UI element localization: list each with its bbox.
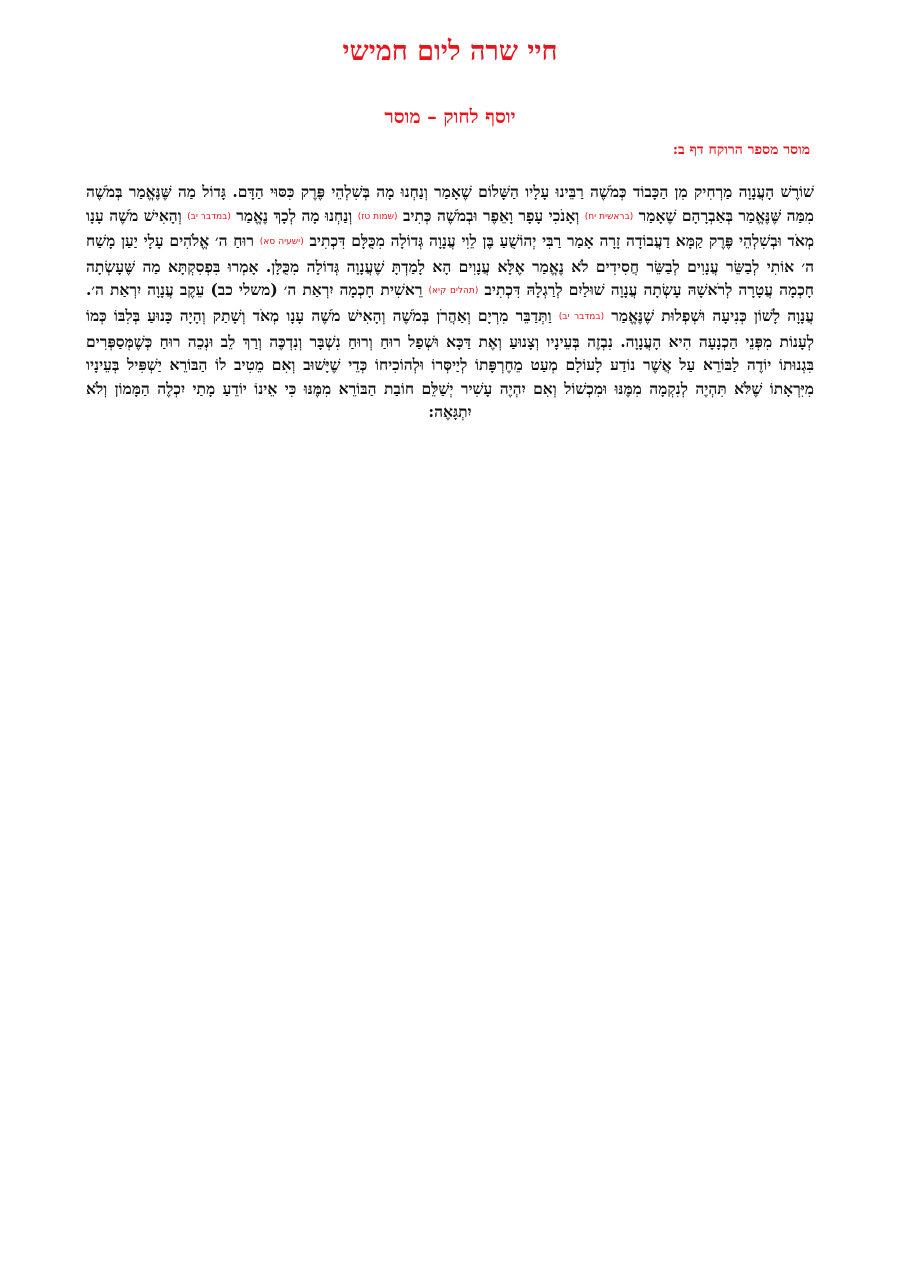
verse-reference: (במדבר יב) [187,211,231,222]
body-text-segment: וְנַחְנוּ מָה לְכָךְ נֶאֱמַר [230,205,358,225]
body-text-segment: שׁוֹרֶשׁ הָעֲנָוָה מַרְחִיק מִן הַכָּבוֹד כְּמֹשֶׁה רַבֵּינוּ עָלָיו הַשָּׁלוֹם שֶׁאָמַר וְנַחְנוּ מָה בְּשִׁלְהֵי פֶּרֶק כִּסּוּי הַדָּם. גָּדוֹל מַה שֶּׁנֶּאֱמַר בְּמֹשֶׁה מִמַּה שֶּׁנֶּאֱמַר בְּאַבְרָהָם שֶׁאָמַר [86,182,814,225]
body-text-segment: וַתְּדַבֵּר מִרְיָם וְאַהֲרֹן בְּמֹשֶׁה וְהָאִישׁ מֹשֶׁה עָנָו מְאֹד וְשָׁתַק וְהָיָה כָּנוּעַ בְּלִבּוֹ כְּמוֹ לְעָנוֹת מִפְּנֵי הַכְנָעָה הִיא הָעֲנָוָה. נִבְזֶה בְּעֵינָיו וְצָנוּעַ וְאֶת דַּכָּא וּשְׁפַל רוּחַ וְרוּחַ נִשְׁבָּר וְנִדְכֶּה וְרַךְ לֵב וּנְכֵה רוּחַ כְּשֶׁמְּסַפְּרִים בִּגְנוּתוֹ יוֹדֶה לַבּוֹרֵא עַל אֲשֶׁר נוֹדַע לָעוֹלָם מְעַט מֵחֶרְפָּתוֹ לְיַיסְּרוֹ וּלְהוֹכִיחוֹ כְּדֵי שֶׁיָּשׁוּב וְאִם מֵטִיב לוֹ הַבּוֹרֵא יַשְׁפִּיל בְּעֵינָיו מִיִּרְאָתוֹ שֶׁלֹּא תִּהְיֶה לְנִקְמָה מִמֶּנּוּ וּמִכְשׁוֹל וְאִם יִהְיֶה עָשִׁיר יְשַׁלֵּם חוֹבַת הַבּוֹרֵא מִמֶּנּוּ כִּי אֵינוֹ יוֹדֵעַ מָתַי יִכְלֶה הַמָּמוֹן וְלֹא יִתְגָּאֶה: [86,305,814,422]
body-text-segment: וְאָנֹכִי עָפָר וָאֵפֶר וּבְמֹשֶׁה כְּתִיב [397,205,585,225]
verse-reference: (תהלים קיא) [428,286,479,297]
verse-reference: (בראשית יח) [584,211,634,222]
body-text-segment: וְהָאִישׁ מֹשֶׁה עָנָו מְאֹד וּבְשִׁלְהֵי פֶּרֶק קַמָּא דַעֲבוֹדָה זָרָה אָמַר רַבִּי יְהוֹשֻׁעַ בֶּן לֵוִי עֲנָוָה גְּדוֹלָה מִכֻּלָּם דִּכְתִיב [86,205,815,251]
source-citation: מוסר מספר הרוקח דף ב: [672,142,810,158]
body-text-segment: רֵאשִׁית חָכְמָה יִרְאַת ה׳ (משלי כב) עֵקֶב עֲנָוָה יִרְאַת ה׳. עֲנָוָה לָשׁוֹן כְּנִיעָה וּשְׁפְלוּת שֶׁנֶּאֱמַר [86,280,814,325]
body-paragraph [86,180,814,424]
body-text-segment: רוּחַ ה׳ אֱלֹהִים עָלָי יַעַן מָשַׁח ה׳ אוֹתִי לְבַשֵּׂר עֲנָוִים לְבַשֵּׂר חֲסִידִים לֹא נֶאֱמַר אֶלָּא עֲנָוִים הָא לָמַדְתָּ שֶׁעֲנָוָה גְּדוֹלָה מִכֻּלָּן. אָמְרוּ בִּפְסִקְתָּא מַה שֶּׁעָשְׂתָה חָכְמָה עֲטָרָה לְרֹאשָׁהּ עָשְׂתָה עֲנָוָה שׁוּלַיִם לְרַגְלָהּ דִּכְתִיב [86,231,814,300]
verse-reference: (במדבר יב) [558,311,605,322]
page-subtitle: יוסף לחוק – מוסר [384,106,516,128]
verse-reference: (ישעיה סא) [259,237,304,248]
page-title: חיי שרה ליום חמישי [342,36,558,67]
verse-reference: (שמות טז) [357,211,398,222]
